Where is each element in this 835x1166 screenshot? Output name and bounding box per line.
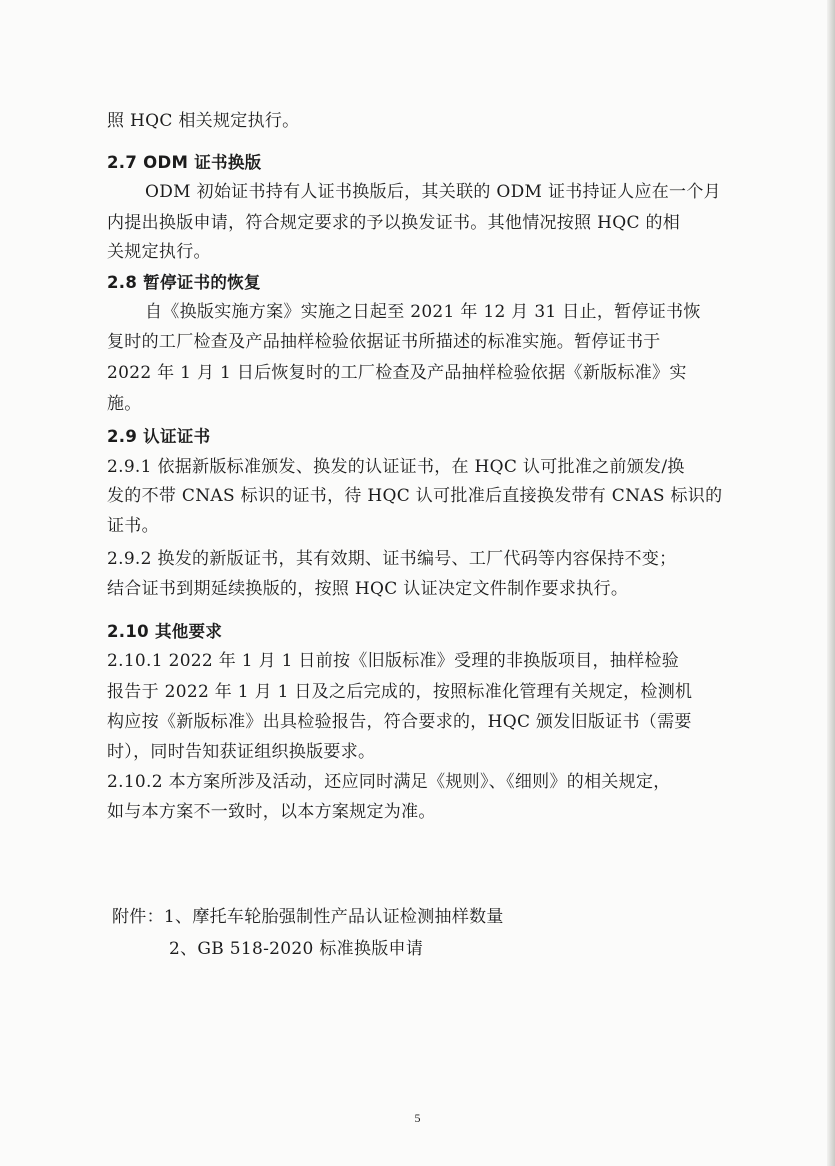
paragraph-2-7-line-3: 关规定执行。 [107,242,211,262]
section-heading-2-8: 2.8 暂停证书的恢复 [107,273,261,292]
section-heading-2-9: 2.9 认证证书 [107,427,211,446]
paragraph-2-9-1-line-3: 证书。 [107,516,159,536]
paragraph-2-8-line-4: 施。 [107,394,142,414]
annex-item-1: 附件：1、摩托车轮胎强制性产品认证检测抽样数量 [112,907,504,927]
paragraph-2-7-line-1: ODM 初始证书持有人证书换版后，其关联的 ODM 证书持证人应在一个月 [145,182,721,202]
paragraph-2-7-line-2: 内提出换版申请，符合规定要求的予以换发证书。其他情况按照 HQC 的相 [107,213,681,233]
paragraph-2-10-2-line-1: 2.10.2 本方案所涉及活动，还应同时满足《规则》、《细则》的相关规定， [107,772,671,792]
page-number: 5 [414,1111,421,1125]
paragraph-2-10-1-line-2: 报告于 2022 年 1 月 1 日及之后完成的，按照标准化管理有关规定，检测机 [107,682,693,702]
paragraph-2-10-1-line-1: 2.10.1 2022 年 1 月 1 日前按《旧版标准》受理的非换版项目，抽样检验 [107,651,679,671]
paragraph-2-10-1-line-3: 构应按《新版标准》出具检验报告，符合要求的，HQC 颁发旧版证书（需要 [107,712,692,732]
paragraph-2-9-1-line-2: 发的不带 CNAS 标识的证书，待 HQC 认可批准后直接换发带有 CNAS 标识的 [107,486,723,506]
paragraph-2-8-line-2: 复时的工厂检查及产品抽样检验依据证书所描述的标准实施。暂停证书于 [107,332,661,352]
annex-item-2: 2、GB 518-2020 标准换版申请 [169,939,424,959]
paragraph-2-10-1-line-4: 时），同时告知获证组织换版要求。 [107,742,376,762]
paragraph-2-9-2-line-1: 2.9.2 换发的新版证书，其有效期、证书编号、工厂代码等内容保持不变； [107,549,677,569]
paragraph-2-10-2-line-2: 如与本方案不一致时，以本方案规定为准。 [107,802,436,822]
paragraph-2-8-line-3: 2022 年 1 月 1 日后恢复时的工厂检查及产品抽样检验依据《新版标准》实 [107,363,687,383]
continuation-line: 照 HQC 相关规定执行。 [107,111,300,131]
section-heading-2-7: 2.7 ODM 证书换版 [107,153,262,172]
section-heading-2-10: 2.10 其他要求 [107,622,223,641]
paragraph-2-9-2-line-2: 结合证书到期延续换版的，按照 HQC 认证决定文件制作要求执行。 [107,579,629,599]
paragraph-2-9-1-line-1: 2.9.1 依据新版标准颁发、换发的认证证书，在 HQC 认可批准之前颁发/换 [107,457,685,477]
paragraph-2-8-line-1: 自《换版实施方案》实施之日起至 2021 年 12 月 31 日止，暂停证书恢 [145,302,701,322]
scan-edge-shadow [827,0,835,1166]
